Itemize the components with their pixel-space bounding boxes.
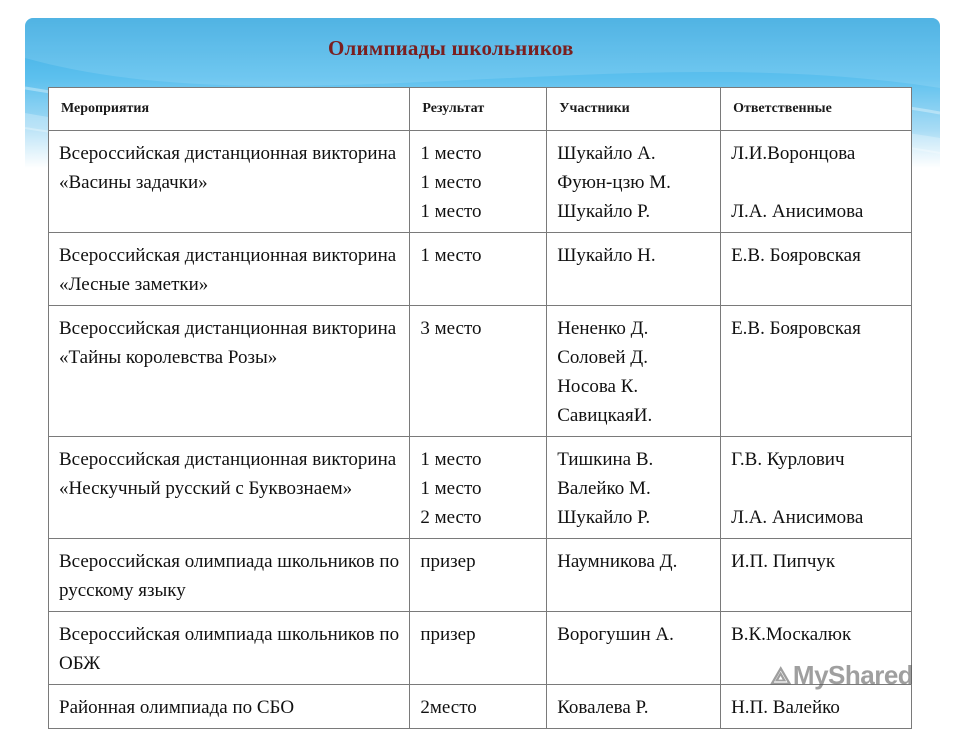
cell-responsible-line: Л.А. Анисимова: [731, 507, 864, 528]
watermark-logo: [770, 660, 913, 691]
watermark-text: MyShared: [792, 660, 914, 690]
cell-responsible-line: [731, 168, 901, 197]
cell-result: [410, 539, 547, 612]
cell-event: [49, 306, 410, 437]
cell-event: [49, 612, 410, 685]
cell-participants: [547, 539, 721, 612]
cell-event: [49, 437, 410, 539]
cell-responsible-line: [731, 474, 901, 503]
cell-responsible-line: И.П. Пипчук: [731, 551, 836, 572]
cell-participants: [547, 233, 721, 306]
cell-responsible: [721, 233, 912, 306]
cell-result-line: 1 место: [420, 478, 482, 499]
cell-responsible-line: В.К.Москалюк: [731, 624, 852, 645]
cell-participants-line: Ковалева Р.: [557, 697, 649, 718]
cell-participants-line: СавицкаяИ.: [557, 405, 653, 426]
cell-result: [410, 612, 547, 685]
column-header-result: Результат: [410, 88, 547, 131]
cell-result-line: 2 место: [420, 507, 482, 528]
cell-result: [410, 306, 547, 437]
cell-participants-line: Ворогушин А.: [557, 624, 674, 645]
table-row: [49, 685, 912, 729]
cell-responsible: [721, 437, 912, 539]
cell-event: [49, 539, 410, 612]
column-header-events: Мероприятия: [49, 88, 410, 131]
cell-participants: [547, 612, 721, 685]
cell-responsible: [721, 685, 912, 729]
cell-result: [410, 437, 547, 539]
cell-participants-line: Валейко М.: [557, 478, 651, 499]
cell-participants-line: Шукайло Н.: [557, 245, 656, 266]
table-header-row: [49, 88, 912, 131]
cell-responsible-line: Л.А. Анисимова: [731, 201, 864, 222]
cell-result: [410, 685, 547, 729]
cell-participants: [547, 306, 721, 437]
cell-result-line: 3 место: [420, 318, 482, 339]
cell-result-line: 1 место: [420, 172, 482, 193]
cell-event-line: Всероссийская олимпиада школьников по ОБЖ: [59, 624, 400, 674]
table-row: [49, 233, 912, 306]
cell-responsible-line: Г.В. Курлович: [731, 449, 845, 470]
table-row: [49, 437, 912, 539]
cell-result-line: призер: [420, 551, 476, 572]
cell-result-line: 2место: [420, 697, 477, 718]
cell-participants: [547, 685, 721, 729]
cell-event-line: Всероссийская дистанционная викторина «Лесные заметки»: [59, 245, 397, 295]
cell-responsible: [721, 539, 912, 612]
cell-result-line: 1 место: [420, 143, 482, 164]
column-header-responsible: Ответственные: [721, 88, 912, 131]
cell-responsible: [721, 131, 912, 233]
cell-event-line: Всероссийская дистанционная викторина «Тайны королевства Розы»: [59, 318, 397, 368]
cell-responsible: [721, 306, 912, 437]
cell-result-line: 1 место: [420, 245, 482, 266]
cell-participants-line: Нененко Д.: [557, 318, 649, 339]
table-row: [49, 131, 912, 233]
cell-participants-line: Наумникова Д.: [557, 551, 678, 572]
cell-event: [49, 233, 410, 306]
table-row: [49, 539, 912, 612]
cell-result-line: 1 место: [420, 449, 482, 470]
cell-event: [49, 131, 410, 233]
cell-responsible-line: Е.В. Бояровская: [731, 318, 861, 339]
cell-participants-line: Носова К.: [557, 376, 639, 397]
cell-participants-line: Шукайло А.: [557, 143, 656, 164]
cell-responsible-line: Н.П. Валейко: [731, 697, 840, 718]
table-row: [49, 306, 912, 437]
cell-participants: [547, 131, 721, 233]
cell-participants-line: Тишкина В.: [557, 449, 654, 470]
cell-event-line: Всероссийская олимпиада школьников по русскому языку: [59, 551, 400, 601]
column-header-participants: Участники: [547, 88, 721, 131]
cell-result-line: 1 место: [420, 201, 482, 222]
events-table: [48, 87, 912, 729]
cell-event-line: Районная олимпиада по СБО: [59, 697, 295, 718]
cell-result: [410, 233, 547, 306]
cell-participants-line: Соловей Д.: [557, 347, 649, 368]
cell-participants-line: Шукайло Р.: [557, 201, 651, 222]
cell-result: [410, 131, 547, 233]
cell-result-line: призер: [420, 624, 476, 645]
cell-event: [49, 685, 410, 729]
cell-participants-line: Фуюн-цзю М.: [557, 172, 671, 193]
cell-event-line: Всероссийская дистанционная викторина «Нескучный русский с Буквознаем»: [59, 449, 397, 499]
cell-event-line: Всероссийская дистанционная викторина «Васины задачки»: [59, 143, 397, 193]
watermark-icon: ⟁: [770, 663, 791, 690]
cell-participants-line: Шукайло Р.: [557, 507, 651, 528]
cell-responsible-line: Е.В. Бояровская: [731, 245, 861, 266]
cell-participants: [547, 437, 721, 539]
cell-responsible-line: Л.И.Воронцова: [731, 143, 856, 164]
page-title: Олимпиады школьников: [328, 36, 574, 60]
